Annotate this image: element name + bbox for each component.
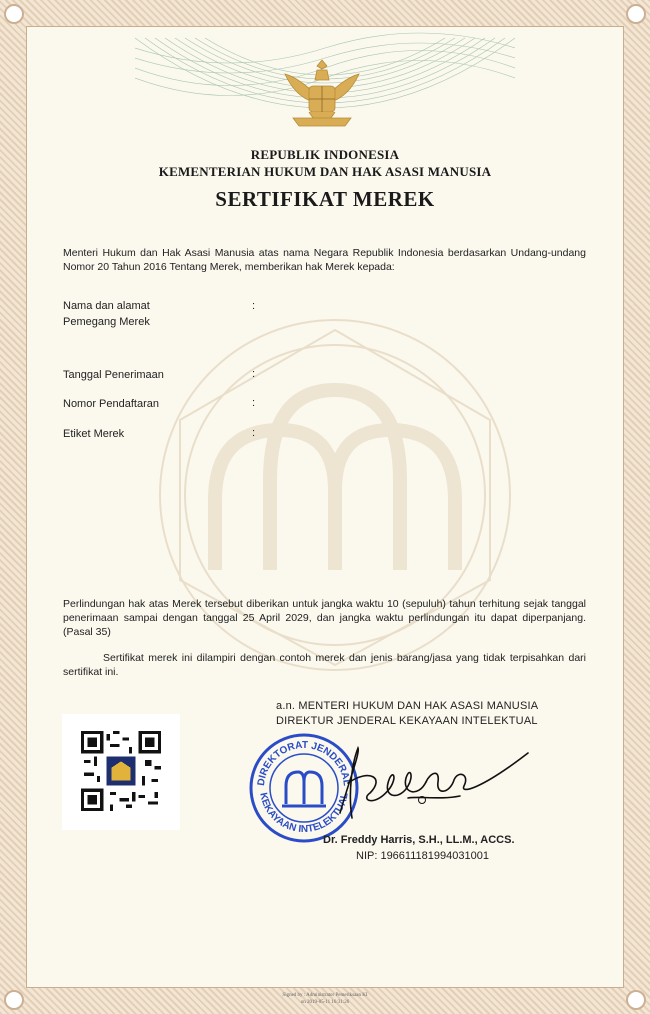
ministry-heading: KEMENTERIAN HUKUM DAN HAK ASASI MANUSIA bbox=[158, 164, 492, 179]
field-separator: : bbox=[252, 397, 256, 409]
mark-label: Etiket Merek bbox=[63, 428, 125, 440]
signatory-on-behalf: a.n. MENTERI HUKUM DAN HAK ASASI MANUSIA bbox=[276, 700, 539, 712]
field-separator: : bbox=[252, 300, 256, 312]
footer-signed-on: on 2019-05-11 16:31:26 bbox=[300, 1000, 350, 1005]
qr-code-icon bbox=[81, 731, 161, 811]
corner-ornament bbox=[626, 4, 646, 24]
holder-label-line2: Pemegang Merek bbox=[63, 316, 150, 328]
field-separator: : bbox=[252, 368, 256, 380]
signatory-name: Dr. Freddy Harris, S.H., LL.M., ACCS. bbox=[323, 834, 515, 846]
footer-signed-by: Signed by : Administrator Pemeriksaan KI bbox=[282, 993, 368, 998]
holder-label-line1: Nama dan alamat bbox=[63, 300, 150, 312]
signatory-position: DIREKTUR JENDERAL KEKAYAAN INTELEKTUAL bbox=[276, 715, 538, 727]
attachment-paragraph: Sertifikat merek ini dilampiri dengan contoh merek dan jenis barang/jasa yang tidak terpisahkan dari sertifikat ini. bbox=[63, 652, 586, 678]
signatory-nip: NIP: 196611181994031001 bbox=[356, 850, 489, 862]
certificate-title: SERTIFIKAT MEREK bbox=[215, 187, 435, 211]
field-separator: : bbox=[252, 427, 256, 439]
country-heading: REPUBLIK INDONESIA bbox=[250, 147, 400, 162]
stamp-top-text: DIREKTORAT JENDERAL bbox=[255, 739, 353, 787]
protection-paragraph: Perlindungan hak atas Merek tersebut diberikan untuk jangka waktu 10 (sepuluh) tahun terhitung sejak tanggal penerimaan sampai dengan tanggal 25 April 2029, dan jangka waktu perlindungan itu dapat diperpanjang. (Pasal 35) bbox=[63, 598, 586, 638]
signature-image bbox=[330, 738, 530, 828]
registration-number-label: Nomor Pendaftaran bbox=[63, 398, 159, 410]
receipt-date-label: Tanggal Penerimaan bbox=[63, 369, 164, 381]
garuda-emblem-icon bbox=[279, 52, 365, 138]
corner-ornament bbox=[4, 4, 24, 24]
intro-paragraph: Menteri Hukum dan Hak Asasi Manusia atas nama Negara Republik Indonesia berdasarkan Undang-undang Nomor 20 Tahun 2016 Tentang Merek, memberikan hak Merek kepada: bbox=[63, 247, 586, 273]
stamp-bottom-text: KEKAYAAN INTELEKTUAL bbox=[257, 791, 351, 836]
